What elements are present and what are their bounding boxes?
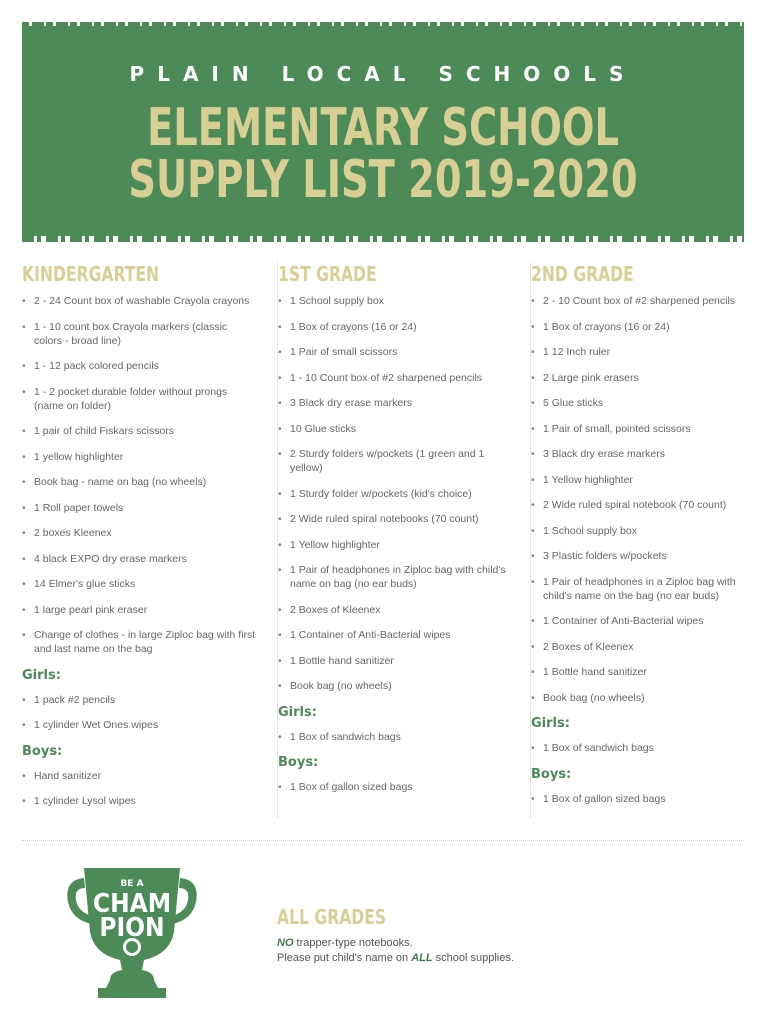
note-text: Please put child's name on [277, 952, 412, 964]
grade1-boys-heading: Boys: [278, 755, 319, 770]
grade2-girls-heading: Girls: [531, 716, 570, 731]
note-text: trapper-type notebooks. [293, 937, 413, 949]
list-item: • 1 Container of Anti-Bacterial wipes [531, 614, 767, 628]
list-item: • 1 Box of sandwich bags [278, 730, 514, 744]
banner-edge-bottom [22, 234, 744, 242]
kindergarten-boys-list [22, 769, 258, 809]
list-item: • 1 - 10 Count box of #2 sharpened pencils [278, 371, 514, 385]
grade2-list [531, 294, 767, 705]
grade1-boys-list [278, 780, 514, 794]
list-item: • Hand sanitizer [22, 769, 258, 783]
list-item: • 1 cylinder Wet Ones wipes [22, 718, 258, 732]
section-divider [22, 840, 744, 841]
grade2-boys-heading: Boys: [531, 766, 572, 782]
list-item: • Change of clothes - in large Ziploc bag with first and last name on the bag [22, 628, 258, 656]
grade2-girls-list [531, 741, 767, 755]
list-item: • 2 - 10 Count box of #2 sharpened pencils [531, 294, 767, 308]
grade1-girls-list [278, 730, 514, 744]
all-grades-note-2 [277, 951, 514, 966]
page-title-line1: ELEMENTARY SCHOOL [147, 98, 619, 158]
list-item: • 1 yellow highlighter [22, 450, 258, 464]
list-item: • 1 Box of gallon sized bags [531, 792, 767, 806]
list-item: • Book bag (no wheels) [531, 691, 767, 705]
note-emphasis-all: ALL [411, 952, 433, 964]
list-item: • 14 Elmer's glue sticks [22, 577, 258, 591]
list-item: • 1 large pearl pink eraser [22, 603, 258, 617]
list-item: • 3 Plastic folders w/pockets [531, 549, 767, 563]
kindergarten-girls-heading: Girls: [22, 667, 61, 683]
list-item: • 1 pack #2 pencils [22, 693, 258, 707]
grade1-girls-heading: Girls: [278, 704, 317, 720]
list-item: • 5 Glue sticks [531, 396, 767, 410]
list-item: • 1 Box of sandwich bags [531, 741, 767, 755]
grade1-title: 1ST GRADE [278, 262, 377, 286]
list-item: • 1 Pair of small, pointed scissors [531, 422, 767, 436]
list-item: • 1 Pair of small scissors [278, 345, 514, 359]
list-item: • 1 Container of Anti-Bacterial wipes [278, 628, 514, 642]
list-item: • 3 Black dry erase markers [278, 396, 514, 410]
grade2-title: 2ND GRADE [531, 262, 634, 286]
list-item: • 1 Box of crayons (16 or 24) [278, 320, 514, 334]
list-item: • 1 - 12 pack colored pencils [22, 359, 258, 373]
list-item: • 1 12 Inch ruler [531, 345, 767, 359]
list-item: • 2 Wide ruled spiral notebook (70 count) [531, 498, 767, 512]
list-item: • 2 Boxes of Kleenex [278, 603, 514, 617]
list-item: • 2 Large pink erasers [531, 371, 767, 385]
all-grades-title: ALL GRADES [277, 905, 387, 929]
list-item: • 2 boxes Kleenex [22, 526, 258, 540]
list-item: • 2 Sturdy folders w/pockets (1 green and 1 yellow) [278, 447, 514, 475]
list-item: • 10 Glue sticks [278, 422, 514, 436]
trophy-text-pion: PION [99, 913, 165, 943]
list-item: • 1 Box of crayons (16 or 24) [531, 320, 767, 334]
note-text: school supplies. [432, 952, 514, 964]
list-item: • 4 black EXPO dry erase markers [22, 552, 258, 566]
list-item: • 1 Sturdy folder w/pockets (kid's choice) [278, 487, 514, 501]
list-item: • 1 Bottle hand sanitizer [278, 654, 514, 668]
district-name: PLAIN LOCAL SCHOOLS [129, 62, 637, 86]
trophy-text-cham: CHAM [92, 889, 172, 919]
list-item: • 1 cylinder Lysol wipes [22, 794, 258, 808]
list-item: • 1 Box of gallon sized bags [278, 780, 514, 794]
kindergarten-list [22, 294, 258, 656]
kindergarten-title: KINDERGARTEN [22, 262, 160, 286]
list-item: • 1 pair of child Fiskars scissors [22, 424, 258, 438]
grade2-column [530, 262, 767, 817]
grade1-column [277, 262, 514, 817]
note-emphasis-no: NO [277, 937, 294, 949]
kindergarten-column [22, 262, 258, 820]
list-item: • Book bag - name on bag (no wheels) [22, 475, 258, 489]
list-item: • 1 School supply box [531, 524, 767, 538]
list-item: • 2 Wide ruled spiral notebooks (70 count) [278, 512, 514, 526]
list-item: • 2 Boxes of Kleenex [531, 640, 767, 654]
list-item: • 1 Bottle hand sanitizer [531, 665, 767, 679]
list-item: • 1 Pair of headphones in Ziploc bag with child's name on bag (no ear buds) [278, 563, 514, 591]
list-item: • 1 Yellow highlighter [278, 538, 514, 552]
kindergarten-girls-list [22, 693, 258, 733]
grade2-boys-list [531, 792, 767, 806]
grade1-list [278, 294, 514, 693]
page-title-line2: SUPPLY LIST 2019-2020 [128, 150, 638, 210]
list-item: • 1 School supply box [278, 294, 514, 308]
list-item: • 1 - 10 count box Crayola markers (classic colors - broad line) [22, 320, 258, 348]
list-item: • 1 Pair of headphones in a Ziploc bag with child's name on the bag (no ear buds) [531, 575, 767, 603]
list-item: • Book bag (no wheels) [278, 679, 514, 693]
all-grades-note-1 [277, 936, 413, 951]
list-item: • 1 - 2 pocket durable folder without prongs (name on folder) [22, 385, 258, 413]
list-item: • 2 - 24 Count box of washable Crayola crayons [22, 294, 258, 308]
trophy-text-be-a: BE A [120, 879, 144, 889]
kindergarten-boys-heading: Boys: [22, 743, 63, 759]
list-item: • 1 Yellow highlighter [531, 473, 767, 487]
list-item: • 3 Black dry erase markers [531, 447, 767, 461]
list-item: • 1 Roll paper towels [22, 501, 258, 515]
trophy-icon [62, 862, 202, 1002]
